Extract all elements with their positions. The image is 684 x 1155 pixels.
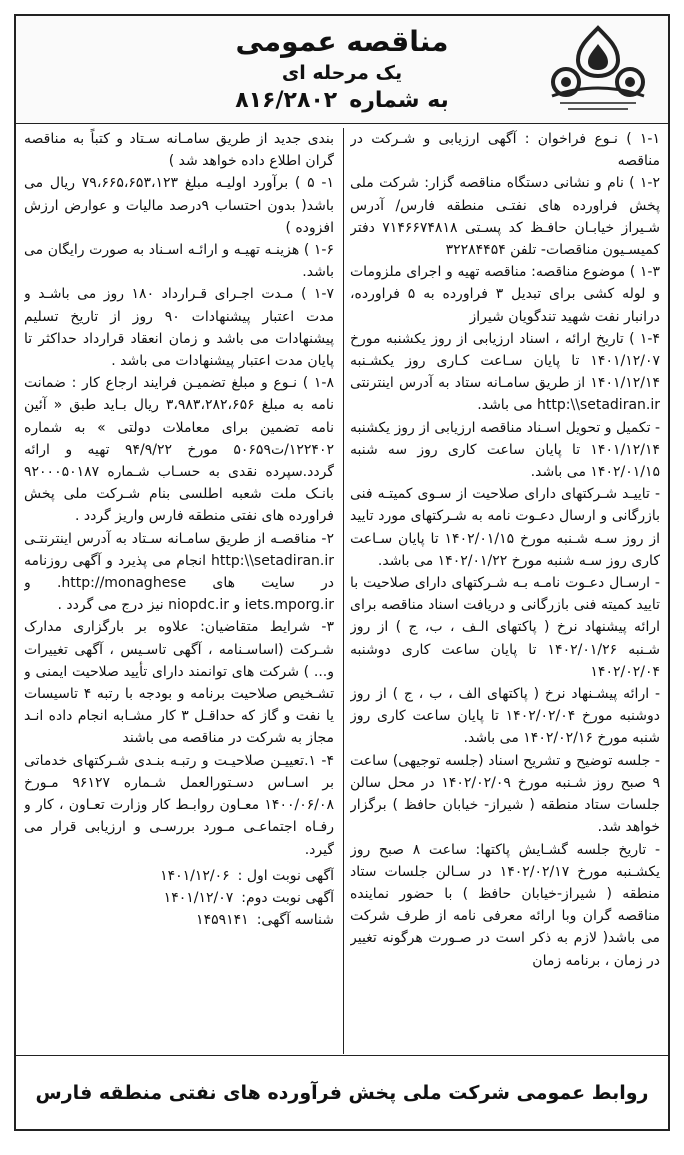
left-column bbox=[24, 128, 334, 1054]
publication-first-label: آگهی نوبت اول : bbox=[237, 867, 334, 884]
notice-number-prefix: به شماره bbox=[349, 88, 449, 113]
schedule-item-approval: - تاییـد شـرکتهای دارای صلاحیت از سـوی کمیتـه فنی بازرگانی و ارسال دعـوت نامه به شـرکتهای مورد تایید از روز سـه شـنبه مورخ ۱۴۰۲/۰۱/۱۵ تا پایان سـاعت کاری روز سـه شنبه مورخ ۱۴۰۲/۰۱/۲۲ می باشد. bbox=[350, 486, 660, 569]
schedule-item-briefing: - جلسه توضیح و تشریح اسناد (جلسه توجیهی) ساعت ۹ صبح روز شـنبه مورخ ۱۴۰۲/۰۲/۰۹ در محل سالن جلسات ستاد منطقه ( شیراز- خیابان حافظ ) برگزار خواهد شد. bbox=[350, 752, 660, 836]
publication-id-value: ۱۴۵۹۱۴۱ bbox=[196, 912, 249, 929]
publication-info bbox=[24, 865, 334, 932]
publication-second-date: ۱۴۰۱/۱۲/۰۷ bbox=[163, 889, 234, 906]
publication-second bbox=[24, 887, 334, 909]
schedule-item-bid-submission: - ارائه پیشـنهاد نرخ ( پاکتهای الف ، ب ، ج ) از روز دوشنبه مورخ ۱۴۰۲/۰۲/۰۴ تا پایان ساعت کاری روز شنبه مورخ ۱۴۰۲/۰۲/۱۶ می باشد. bbox=[350, 686, 660, 747]
notice-number bbox=[166, 86, 518, 116]
notice-footer bbox=[16, 1055, 668, 1129]
clause-1-2: ۱-۲ ) نام و نشانی دستگاه مناقصه گزار: شرکت ملی پخش فراورده های نفتـی منطقه فارس/ آدرس شـیراز خیابـان حافـظ کد پسـتی ۷۱۴۶۶۷۴۸۱۸ دفتر کمیسـیون مناقصات- تلفن ۳۲۲۸۴۴۵۴ bbox=[350, 175, 660, 259]
clause-2: ۲- مناقصـه از طریق سامـانه سـتاد به آدرس اینترنتـی http:\\setadiran.ir انجام می پذیرد و آگهی روزنامه در سایت های http://monaghese. و iets.mporg.ir و niopdc.ir نیز درج می گردد . bbox=[24, 530, 334, 614]
column-divider bbox=[343, 128, 344, 1054]
publication-id-label: شناسه آگهی: bbox=[256, 912, 334, 929]
clause-1-5: ۱- ۵ ) برآورد اولیـه مبلغ ۷۹،۶۶۵،۶۵۳،۱۲۳ ریال می باشد( بدون احتساب ۹درصد مالیات و عوارض ارزش افزوده ) bbox=[24, 175, 334, 236]
clause-1-1: ۱-۱ ) نـوع فراخوان : آگهی ارزیابی و شـرکت در مناقصه bbox=[350, 131, 660, 170]
schedule-item-opening: - تاریخ جلسه گشـایش پاکتها: ساعت ۸ صبح روز یکشـنبه مورخ ۱۴۰۲/۰۲/۱۷ در سـالن جلسات ستاد منطقه ( شیراز-خیابان حافظ ) با حضور نماینده مناقصه گران وبا ارائه معرفی نامه از طرف شرکت می باشد( لازم به ذکر است در صـورت هرگونه تغییر در زمان ، برنامه زمان bbox=[350, 841, 660, 969]
publication-first-date: ۱۴۰۱/۱۲/۰۶ bbox=[160, 867, 230, 884]
clause-1-8: ۱-۸ ) نـوع و مبلغ تضمیـن فرایند ارجاع کار : ضمانت نامه به مبلغ ۳،۹۸۳،۲۸۲،۶۵۶ ریال بـاید طبق « آئین نامه تضمین برای معاملات دولتی » به شماره ۱۲۲۴۰۲/ت۵۰۶۵۹ مورخ ۹۴/۹/۲۲ تهیه و ارائه گردد.سپرده نقدی به حسـاب شـماره ۹۲۰۰۰۵۰۱۸۷ بانـک ملت شعبه اطلسی بنام شـرکت ملی پخش فراورده های نفتی منطقه فارس واریز گردد . bbox=[24, 375, 334, 525]
notice-subtitle: یک مرحله ای bbox=[281, 62, 403, 84]
clause-1-6: ۱-۶ ) هزینـه تهیـه و ارائـه اسـناد به صورت رایگان می باشد. bbox=[24, 242, 334, 281]
clause-1-7: ۱-۷ ) مـدت اجـرای قـرارداد ۱۸۰ روز می باشـد و مدت اعتبار پیشنهادات ۹۰ روز از تاریخ تسلیم پیشنهادات می باشد و زمان انعقاد قرارداد حداکثر تا پایان مدت اعتبار پیشنهادات می باشد . bbox=[24, 286, 334, 370]
notice-header bbox=[16, 16, 668, 124]
schedule-item-completion: - تکمیل و تحویل اسـناد مناقصه ارزیابی از روز یکشنبه ۱۴۰۱/۱۲/۱۴ تا پایان ساعت کاری روز سه شنبه ۱۴۰۲/۰۱/۱۵ می باشد. bbox=[350, 419, 660, 481]
schedule-item-invitation: - ارسـال دعـوت نامـه بـه شـرکتهای دارای صلاحیت با تایید کمیته فنی بازرگانی و دریافت اسناد مناقصه برای ارائه پیشنهاد نرخ ( پاکتهای الـف ، ب، ج ) از روز شـنبه ۱۴۰۲/۰۱/۲۶ تا پایان ساعت کاری دوشنبه ۱۴۰۲/۰۲/۰۴ bbox=[350, 575, 660, 680]
publication-first bbox=[24, 865, 334, 887]
tender-notice bbox=[14, 14, 670, 1131]
clause-4: ۴- ۱.تعییـن صلاحیـت و رتبـه بنـدی شـرکتهای خدماتی بر اسـاس دسـتورالعمل شـماره ۹۶۱۲۷ مـورخ ۱۴۰۰/۰۶/۰۸ معـاون روابـط کار وزارت تعـاون ، کار و رفـاه اجتماعـی مـورد بررسـی و ارزیابی قرار می گیرد. bbox=[24, 752, 334, 858]
publication-id bbox=[24, 909, 334, 931]
clause-1-4: ۱-۴ ) تاریخ ارائه ، اسناد ارزیابی از روز یکشنبه مورخ ۱۴۰۱/۱۲/۰۷ تا پایان سـاعت کـاری روز یکشـنبه ۱۴۰۱/۱۲/۱۴ از طریق سامـانه ستاد به آدرس اینترنتی http:\\setadiran.ir می باشد. bbox=[350, 330, 660, 414]
right-column bbox=[350, 128, 660, 1054]
company-logo bbox=[538, 22, 658, 118]
footer-text: روابط عمومی شرکت ملی پخش فرآورده های نفتی منطقه فارس bbox=[35, 1081, 649, 1104]
notice-title: مناقصه عمومی bbox=[235, 25, 449, 58]
schedule-continuation: بندی جدید از طریق سامـانه سـتاد و کتباً به مناقصه گران اطلاع داده خواهد شد ) bbox=[24, 131, 334, 170]
notice-number-value: ۸۱۶/۲۸۰۲ bbox=[235, 88, 338, 113]
company-logo-icon bbox=[538, 22, 658, 118]
clause-1-3: ۱-۳ ) موضوع مناقصه: مناقصه تهیه و اجرای ملزومات و لوله کشی برای تبدیل ۳ فراورده به ۵ فراورده، درانبار نفت شهید تندگویان شیراز bbox=[350, 264, 660, 325]
clause-3: ۳- شرایط متقاضیان: علاوه بر بارگزاری مدارک شـرکت (اساسـنامه ، آگهی تاسـیس ، آگهی تغییرات و... ) شرکت های توانمند دارای تأیید صلاحیت ایمنی و تشـخیص صلاحیت برنامه و بودجه با رتبه ۴ تاسیسات یا نفت و گاز که حداقـل ۳ کار مشـابه انجام داده انـد مجاز به شرکت در مناقصه می باشند bbox=[24, 619, 334, 747]
publication-second-label: آگهی نوبت دوم: bbox=[241, 889, 334, 906]
